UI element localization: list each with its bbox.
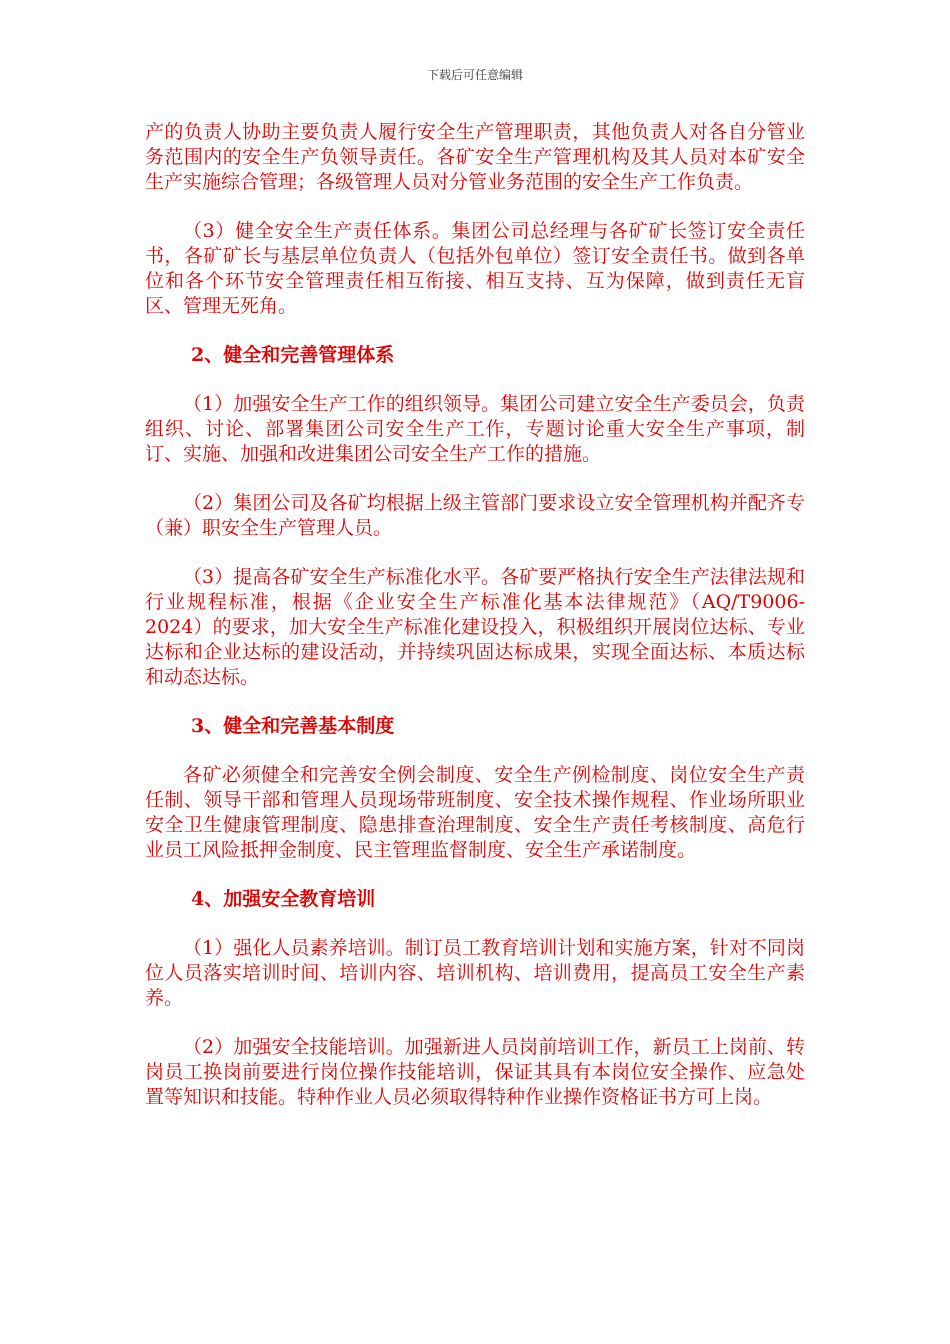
section-heading-basic-rules: 3、健全和完善基本制度 [191, 715, 395, 737]
paragraph-organization-leadership: （1）加强安全生产工作的组织领导。集团公司建立安全生产委员会，负责组织、讨论、部署集团公司安全生产工作，专题讨论重大安全生产事项，制订、实施、加强和改进集团公司安全生产工作的措施。 [145, 393, 805, 465]
paragraph-quality-training: （1）强化人员素养培训。制订员工教育培训计划和实施方案，针对不同岗位人员落实培训时间、培训内容、培训机构、培训费用，提高员工安全生产素养。 [145, 937, 805, 1009]
paragraph-skill-training: （2）加强安全技能培训。加强新进人员岗前培训工作，新员工上岗前、转岗员工换岗前要进行岗位操作技能培训，保证其具有本岗位安全操作、应急处置等知识和技能。特种作业人员必须取得特种作业操作资格证书方可上岗。 [145, 1036, 805, 1108]
page-header-note: 下载后可任意编辑 [426, 68, 523, 82]
paragraph-rules-list: 各矿必须健全和完善安全例会制度、安全生产例检制度、岗位安全生产责任制、领导干部和管理人员现场带班制度、安全技术操作规程、作业场所职业安全卫生健康管理制度、隐患排查治理制度、安全生产责任考核制度、高危行业员工风险抵押金制度、民主管理监督制度、安全生产承诺制度。 [145, 764, 805, 861]
paragraph-responsibility-system: （3）健全安全生产责任体系。集团公司总经理与各矿矿长签订安全责任书，各矿矿长与基层单位负责人（包括外包单位）签订安全责任书。做到各单位和各个环节安全管理责任相互衔接、相互支持、互为保障，做到责任无盲区、管理无死角。 [145, 220, 805, 317]
paragraph-responsibility-continuation: 产的负责人协助主要负责人履行安全生产管理职责，其他负责人对各自分管业务范围内的安全生产负领导责任。各矿安全生产管理机构及其人员对本矿安全生产实施综合管理；各级管理人员对分管业务范围的安全生产工作负责。 [145, 121, 805, 193]
paragraph-standardization: （3）提高各矿安全生产标准化水平。各矿要严格执行安全生产法律法规和行业规程标准，根据《企业安全生产标准化基本法律规范》（AQ/T9006-2024）的要求，加大安全生产标准化建设投入，积极组织开展岗位达标、专业达标和企业达标的建设活动，并持续巩固达标成果，实现全面达标、本质达标和动态达标。 [145, 566, 805, 688]
section-heading-management-system: 2、健全和完善管理体系 [191, 344, 395, 366]
document-body [145, 120, 805, 1134]
paragraph-safety-agency: （2）集团公司及各矿均根据上级主管部门要求设立安全管理机构并配齐专（兼）职安全生产管理人员。 [145, 492, 805, 539]
section-heading-education-training: 4、加强安全教育培训 [191, 888, 376, 910]
